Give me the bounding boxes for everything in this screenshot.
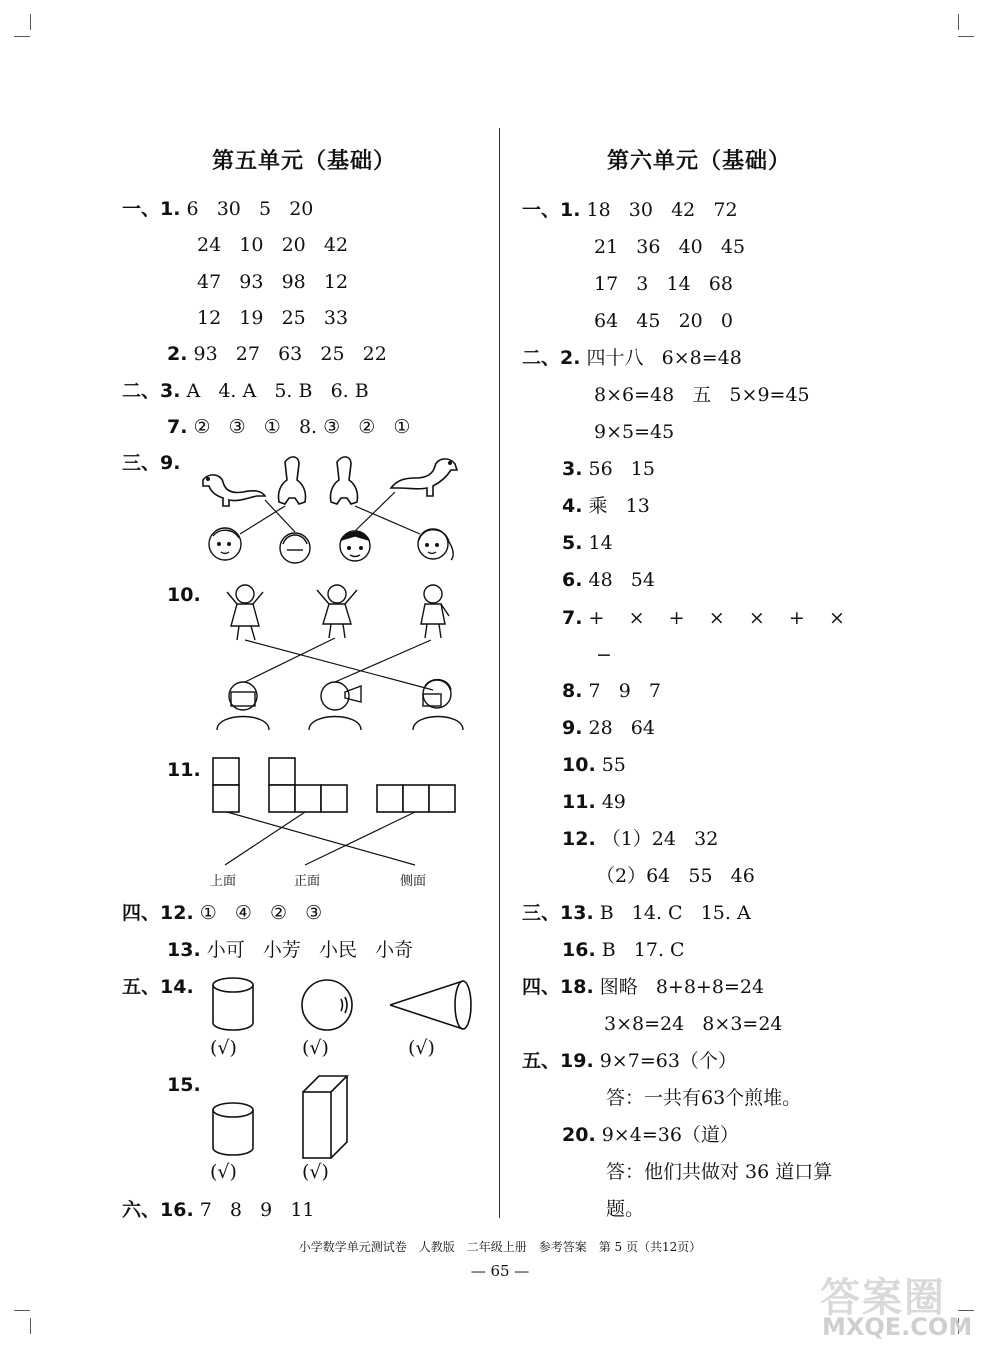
watermark-logo: 答案圈 bbox=[820, 1275, 946, 1321]
dinosaur-matching-figure bbox=[195, 452, 470, 572]
left-line: 12 19 25 33 bbox=[197, 307, 349, 329]
check-mark: (√) bbox=[210, 1161, 237, 1183]
crop-mark bbox=[30, 14, 31, 30]
check-mark: (√) bbox=[302, 1161, 329, 1183]
right-line: 9. 28 64 bbox=[562, 717, 655, 739]
right-line: （2）64 55 46 bbox=[596, 865, 755, 887]
left-line: 10. bbox=[167, 584, 201, 606]
right-line: 21 36 40 45 bbox=[594, 236, 746, 258]
left-column-title: 第五单元（基础） bbox=[212, 149, 397, 174]
right-line: 7. + × + × × + × bbox=[562, 607, 845, 629]
left-line: 二、3. A 4. A 5. B 6. B bbox=[122, 380, 369, 402]
crop-mark bbox=[14, 36, 30, 37]
right-column-title: 第六单元（基础） bbox=[607, 149, 792, 174]
check-mark: (√) bbox=[302, 1037, 329, 1059]
right-line: 20. 9×4=36（道） bbox=[562, 1124, 739, 1146]
right-line: 五、19. 9×7=63（个） bbox=[522, 1050, 737, 1072]
right-line: 5. 14 bbox=[562, 532, 613, 554]
right-line: 二、2. 四十八 6×8=48 bbox=[522, 347, 742, 369]
crop-mark bbox=[958, 14, 959, 30]
right-line: 10. 55 bbox=[562, 754, 626, 776]
left-line: 11. bbox=[167, 759, 201, 781]
left-line: 2. 93 27 63 25 22 bbox=[167, 343, 387, 365]
right-line: 3. 56 15 bbox=[562, 458, 655, 480]
crop-mark bbox=[30, 1318, 31, 1334]
page-number: — 65 — bbox=[470, 1262, 530, 1280]
right-line: 题。 bbox=[606, 1198, 645, 1220]
right-line: 16. B 17. C bbox=[562, 939, 685, 961]
left-line: 五、14. bbox=[122, 976, 194, 998]
solids-figure-14 bbox=[205, 975, 475, 1035]
right-line: 三、13. B 14. C 15. A bbox=[522, 902, 751, 924]
watermark-url: MXQE.COM bbox=[822, 1313, 973, 1341]
right-line: 答：一共有63个煎堆。 bbox=[606, 1087, 802, 1109]
right-line: 17 3 14 68 bbox=[594, 273, 733, 295]
left-line: 四、12. ① ④ ② ③ bbox=[122, 902, 323, 924]
view-label: 正面 bbox=[294, 874, 321, 889]
left-line: 13. 小可 小芳 小民 小奇 bbox=[167, 939, 414, 961]
right-line: 9×5=45 bbox=[594, 421, 675, 443]
right-line: 四、18. 图略 8+8+8=24 bbox=[522, 976, 765, 998]
right-line: 6. 48 54 bbox=[562, 569, 655, 591]
left-line: 六、16. 7 8 9 11 bbox=[122, 1199, 315, 1221]
right-line: 答：他们共做对 36 道口算 bbox=[606, 1161, 833, 1183]
left-line: 7. ② ③ ① 8. ③ ② ① bbox=[167, 416, 411, 438]
footer-caption: 小学数学单元测试卷 人教版 二年级上册 参考答案 第 5 页（共12页） bbox=[298, 1240, 702, 1254]
check-mark: (√) bbox=[210, 1037, 237, 1059]
right-line: 3×8=24 8×3=24 bbox=[604, 1013, 783, 1035]
left-line: 三、9. bbox=[122, 452, 181, 474]
right-line: 64 45 20 0 bbox=[594, 310, 733, 332]
left-line: 15. bbox=[167, 1074, 201, 1096]
solids-figure-15 bbox=[205, 1072, 365, 1160]
right-line: 4. 乘 13 bbox=[562, 495, 650, 517]
left-line: 24 10 20 42 bbox=[197, 234, 349, 256]
right-line: 11. 49 bbox=[562, 791, 626, 813]
right-line: − bbox=[596, 644, 612, 666]
right-line: 12. （1）24 32 bbox=[562, 828, 719, 850]
view-label: 侧面 bbox=[400, 874, 427, 889]
crop-mark bbox=[958, 36, 974, 37]
right-line: 一、1. 18 30 42 72 bbox=[522, 199, 738, 221]
right-line: 8×6=48 五 5×9=45 bbox=[594, 384, 810, 406]
crop-mark bbox=[14, 1310, 30, 1311]
right-line: 8. 7 9 7 bbox=[562, 680, 662, 702]
three-views-figure bbox=[205, 755, 470, 890]
left-line: 47 93 98 12 bbox=[197, 271, 349, 293]
crop-mark bbox=[958, 1310, 974, 1311]
column-divider bbox=[499, 128, 500, 1218]
left-line: 一、1. 6 30 5 20 bbox=[122, 198, 314, 220]
view-label: 上面 bbox=[210, 874, 237, 889]
dancer-matching-figure bbox=[205, 582, 470, 742]
check-mark: (√) bbox=[408, 1037, 435, 1059]
